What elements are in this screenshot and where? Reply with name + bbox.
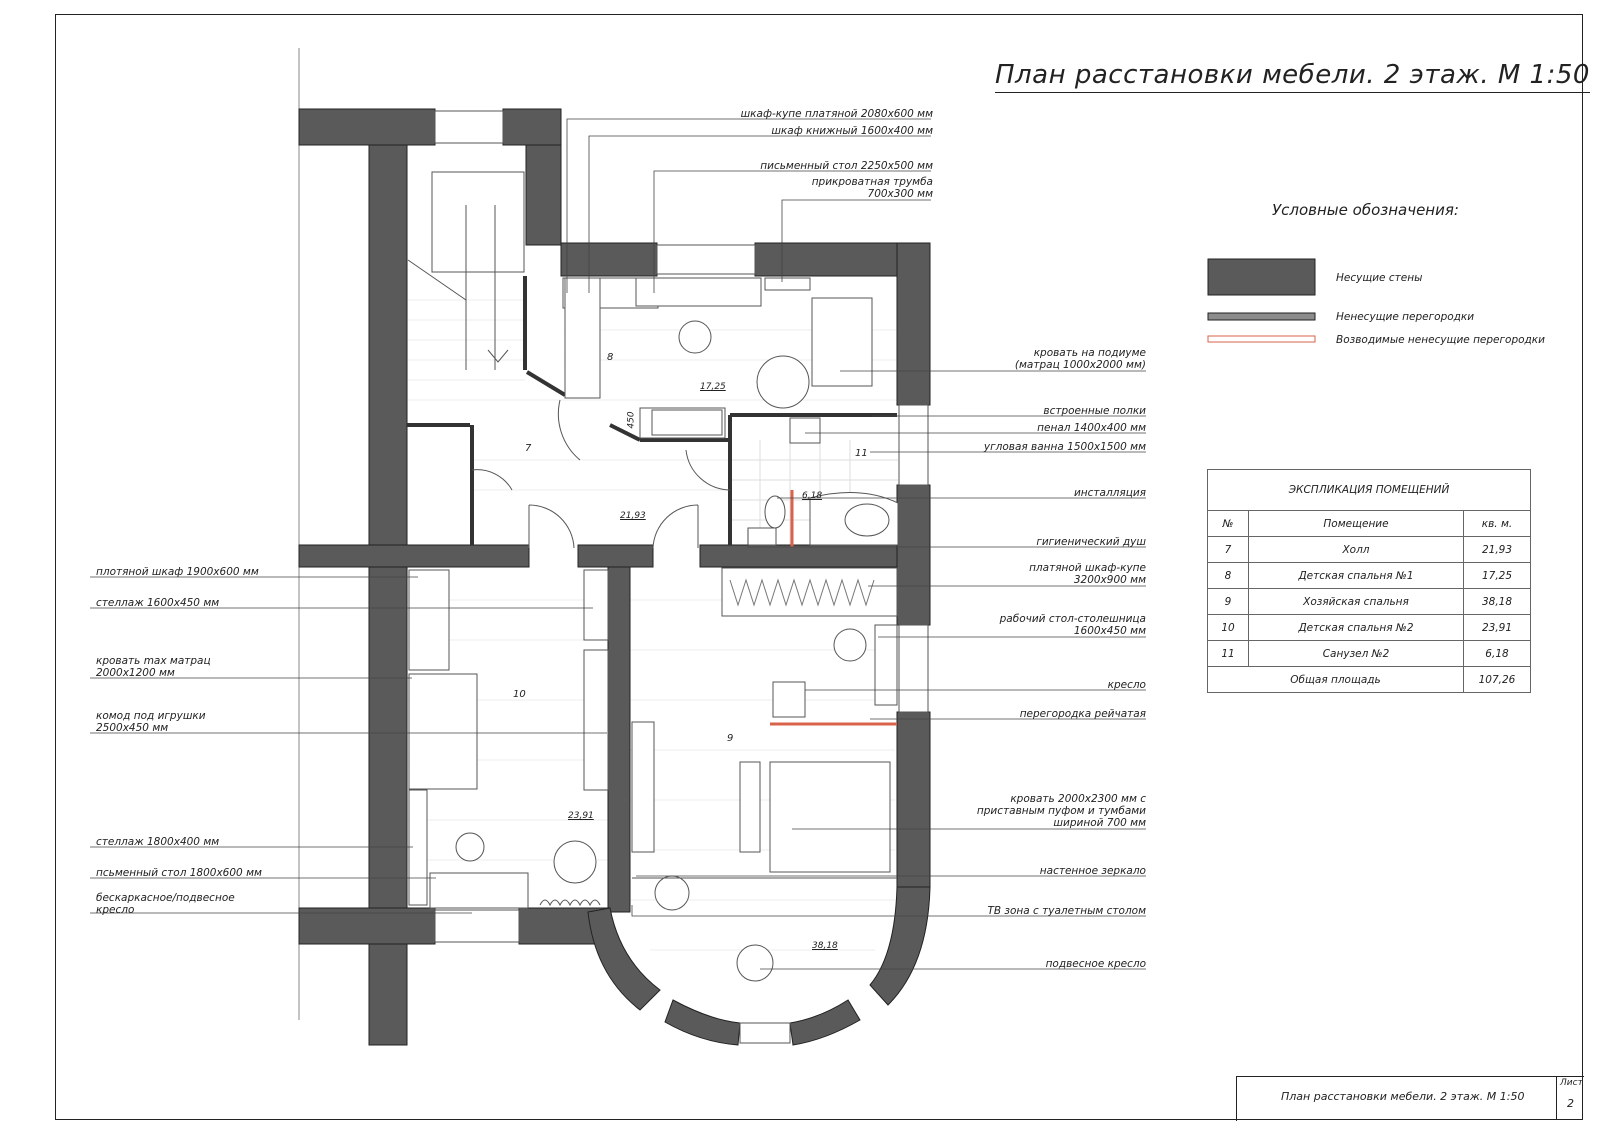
table-cell: Хозяйская спальня [1249,589,1464,615]
title-block-text: План расстановки мебели. 2 этаж. М 1:50 [1281,1090,1525,1103]
note-left-shelf-2: стеллаж 1800х400 мм [96,836,220,848]
legend-swatch-bearing [1208,259,1315,295]
table-cell: 10 [1208,615,1249,641]
note-desk: письменный стол 2250х500 мм [760,160,933,172]
table-total-row [1208,667,1531,693]
bathroom-fixtures [748,418,898,545]
note-wardrobe-2-size: 3200х900 мм [1073,574,1146,586]
total-label: Общая площадь [1208,667,1464,693]
legend-label-partition: Ненесущие перегородки [1336,311,1475,323]
note-wardrobe-1: шкаф-купе платяной 2080х600 мм [740,108,933,120]
legend-swatch-partition [1208,313,1315,320]
sheet-label: Лист [1560,1078,1583,1088]
sheet-number: 2 [1567,1097,1574,1110]
table-cell: 9 [1208,589,1249,615]
room-10-area: 23,91 [568,811,594,821]
table-cell: 21,93 [1464,537,1531,563]
table-cell: 6,18 [1464,641,1531,667]
legend-label-bearing: Несущие стены [1336,272,1423,284]
table-cell: 7 [1208,537,1249,563]
room-7-number: 7 [525,443,532,454]
note-bookcase: шкаф книжный 1600х400 мм [771,125,933,137]
leader-lines-left [90,577,607,913]
note-left-desk: псьменный стол 1800х600 мм [96,867,262,879]
note-left-chair: бескаркасное/подвесное [96,892,235,904]
table-cell: 8 [1208,563,1249,589]
explication-table [1207,469,1531,693]
bay-wall-bottom-right [790,1000,860,1045]
room-11-area: 6,18 [802,491,823,501]
explication-header-area: кв. м. [1464,511,1531,537]
room-8-number: 8 [607,352,614,363]
legend-swatch-new-partition [1208,336,1315,342]
room-10-number: 10 [513,689,526,700]
note-bed-3: шириной 700 мм [1053,817,1146,829]
note-hanging-chair: подвесное кресло [1045,958,1146,970]
note-shelves: встроенные полки [1043,405,1146,417]
note-installation: инсталляция [1073,487,1146,499]
note-bed-2: приставным пуфом и тумбами [976,805,1146,817]
note-mirror: настенное зеркало [1039,865,1146,877]
note-slatted: перегородка рейчатая [1019,708,1146,720]
drawing-title: План расстановки мебели. 2 этаж. М 1:50 [995,60,1590,93]
note-left-dresser: комод под игрушки [96,710,206,722]
note-left-bed-size: 2000х1200 мм [96,667,175,679]
note-podium-bed: кровать на подиуме [1033,347,1146,359]
table-row [1208,641,1531,667]
legend-label-new-partition: Возводимые ненесущие перегородки [1336,334,1545,346]
note-left-wardrobe: плотяной шкаф 1900х600 мм [96,566,259,578]
table-cell: 23,91 [1464,615,1531,641]
explication-header-no: № [1208,511,1249,537]
table-cell: 38,18 [1464,589,1531,615]
note-bath: угловая ванна 1500х1500 мм [983,441,1146,453]
room-9-number: 9 [727,733,734,744]
note-left-chair-2: кресло [96,904,135,916]
note-tv: ТВ зона с туалетным столом [987,905,1146,917]
note-worktop: рабочий стол-столешница [999,613,1146,625]
note-nightstand: прикроватная трумба [811,176,933,188]
room-11-number: 11 [855,448,868,459]
note-worktop-size: 1600х450 мм [1073,625,1146,637]
table-row [1208,615,1531,641]
furniture-room-10 [409,570,608,908]
note-wardrobe-2: платяной шкаф-купе [1029,562,1146,574]
table-cell: Санузел №2 [1249,641,1464,667]
table-cell: Холл [1249,537,1464,563]
total-value: 107,26 [1464,667,1531,693]
table-row [1208,563,1531,589]
legend-title: Условные обозначения: [1272,201,1459,219]
explication-header-room: Помещение [1249,511,1464,537]
room-8-area: 17,25 [700,382,726,392]
table-row [1208,537,1531,563]
note-podium-bed-size: (матрац 1000х2000 мм) [1014,359,1146,371]
note-nightstand-size: 700х300 мм [867,188,933,200]
furniture-room-9 [632,568,897,981]
bay-wall-bottom-left [665,1000,740,1045]
table-cell: Детская спальня №1 [1249,563,1464,589]
note-left-bed: кровать max матрац [96,655,211,667]
room-7-area: 21,93 [620,511,646,521]
note-bed-1: кровать 2000х2300 мм с [1010,793,1146,805]
explication-caption: ЭКСПЛИКАЦИЯ ПОМЕЩЕНИЙ [1208,470,1531,511]
table-cell: 11 [1208,641,1249,667]
note-armchair: кресло [1107,679,1146,691]
bay-wall-left [588,908,660,1010]
note-left-shelf: стеллаж 1600х450 мм [96,597,220,609]
table-cell: Детская спальня №2 [1249,615,1464,641]
dimension-label: 450 [626,411,637,429]
bay-wall-right [870,887,930,1005]
table-cell: 17,25 [1464,563,1531,589]
table-row [1208,589,1531,615]
note-left-dresser-size: 2500х450 мм [96,722,169,734]
note-cabinet: пенал 1400х400 мм [1037,422,1146,434]
room-9-area: 38,18 [812,941,838,951]
note-shower: гигиенический душ [1036,536,1146,548]
